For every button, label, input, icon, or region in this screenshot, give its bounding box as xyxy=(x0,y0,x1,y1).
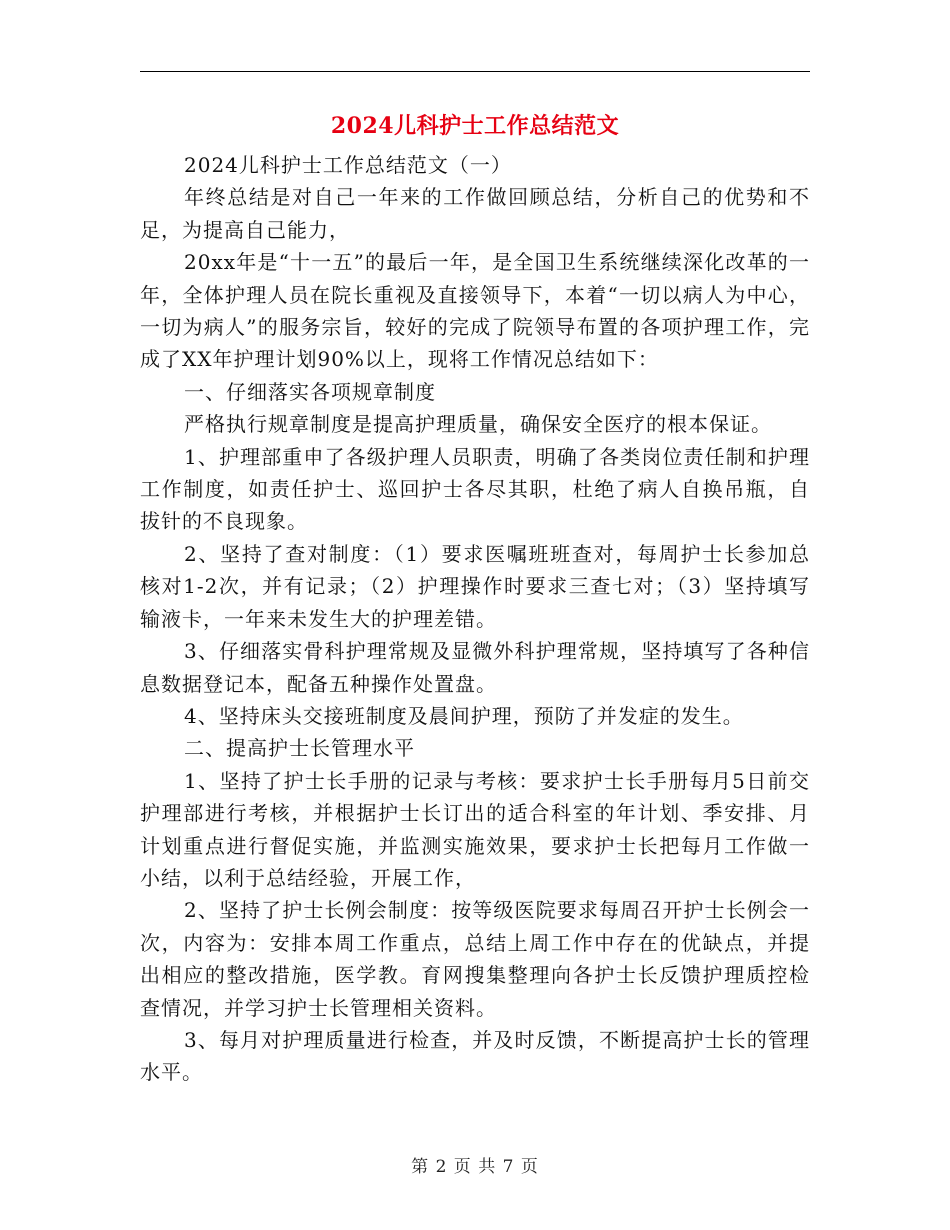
overview-paragraph: 20xx年是“十一五”的最后一年，是全国卫生系统继续深化改革的一年，全体护理人员在院长重视及直接领导下，本着“一切以病人为中心，一切为病人”的服务宗旨，较好的完成了院领导布置的各项护理工作，完成了XX年护理计划90%以上，现将工作情况总结如下： xyxy=(140,250,810,372)
section-2-item-2: 2、坚持了护士长例会制度：按等级医院要求每周召开护士长例会一次，内容为：安排本周工作重点，总结上周工作中存在的优缺点，并提出相应的整改措施，医学教。育网搜集整理向各护士长反馈护理质控检查情况，并学习护士长管理相关资料。 xyxy=(140,898,810,1020)
section-heading-2: 二、提高护士长管理水平 xyxy=(184,736,415,761)
section-1-item-3: 3、仔细落实骨科护理常规及显微外科护理常规，坚持填写了各种信息数据登记本，配备五种操作处置盘。 xyxy=(140,639,810,696)
section-2-item-1: 1、坚持了护士长手册的记录与考核：要求护士长手册每月5日前交护理部进行考核，并根据护士长订出的适合科室的年计划、季安排、月计划重点进行督促实施，并监测实施效果，要求护士长把每月工作做一小结，以利于总结经验，开展工作， xyxy=(140,768,810,890)
section-2-item-3: 3、每月对护理质量进行检查，并及时反馈，不断提高护士长的管理水平。 xyxy=(140,1027,810,1085)
section-1-item-1: 1、护理部重申了各级护理人员职责，明确了各类岗位责任制和护理工作制度，如责任护士、巡回护士各尽其职，杜绝了病人自换吊瓶，自拔针的不良现象。 xyxy=(140,444,810,534)
document-title: 2024儿科护士工作总结范文 xyxy=(330,113,620,139)
section-1-item-2: 2、坚持了查对制度：（1）要求医嘱班班查对，每周护士长参加总核对1-2次，并有记录；（2）护理操作时要求三查七对；（3）坚持填写输液卡，一年来未发生大的护理差错。 xyxy=(140,541,810,631)
subtitle-paragraph: 2024儿科护士工作总结范文（一） xyxy=(184,153,512,177)
intro-paragraph: 年终总结是对自己一年来的工作做回顾总结，分析自己的优势和不足，为提高自己能力， xyxy=(140,185,810,242)
document-body xyxy=(140,149,810,1089)
page-number: 第 2 页 共 7 页 xyxy=(411,1157,539,1177)
section-1-item-4: 4、坚持床头交接班制度及晨间护理，预防了并发症的发生。 xyxy=(184,703,744,728)
section-heading-1: 一、仔细落实各项规章制度 xyxy=(184,379,436,404)
header-rule xyxy=(140,71,810,72)
section-1-intro: 严格执行规章制度是提高护理质量，确保安全医疗的根本保证。 xyxy=(184,412,772,437)
